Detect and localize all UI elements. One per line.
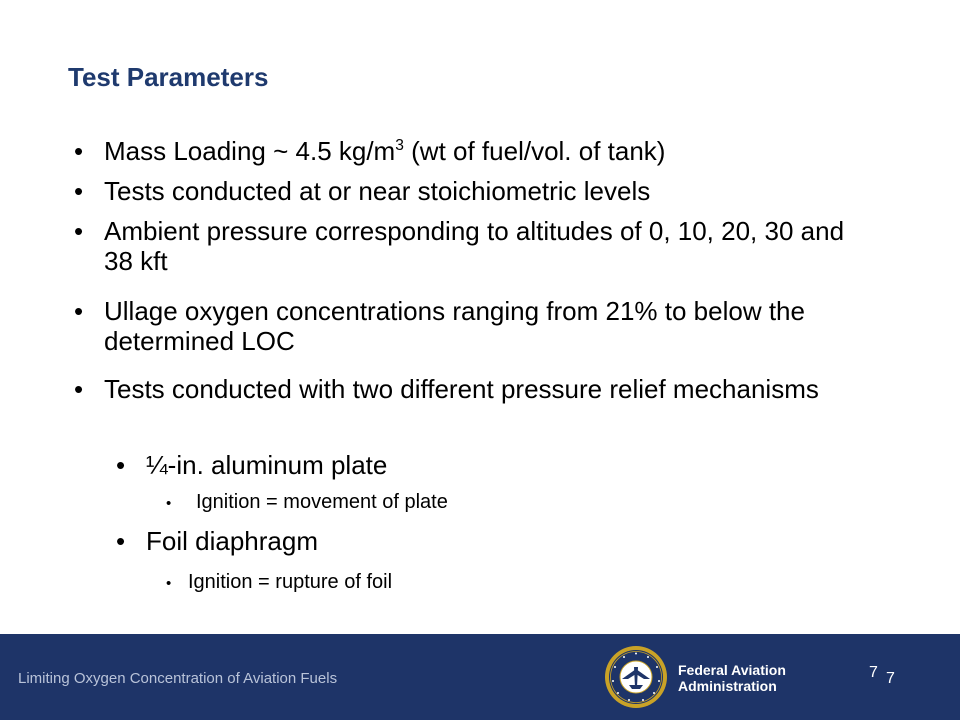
page-number-secondary: 7	[886, 670, 895, 687]
bullet-dot: •	[74, 216, 84, 246]
faa-seal-icon	[604, 645, 668, 709]
superscript: 3	[395, 136, 404, 154]
bullet-text: Tests conducted at or near stoichiometric levels	[104, 176, 651, 206]
agency-name	[678, 662, 786, 694]
bullet-dot: •	[116, 450, 126, 480]
bullet-text: Tests conducted with two different pressure relief mechanisms	[104, 374, 819, 404]
bullet-dot: •	[116, 526, 126, 556]
detail-text: Ignition = rupture of foil	[188, 571, 393, 593]
page-number: 7	[869, 664, 878, 681]
bullet-text: Ullage oxygen concentrations ranging from 21% to below the determined LOC	[104, 296, 805, 356]
presentation-title: Limiting Oxygen Concentration of Aviation Fuels	[18, 670, 338, 687]
agency-line-2: Administration	[678, 678, 777, 694]
bullet-dot: •	[74, 296, 84, 326]
agency-line-1: Federal Aviation	[678, 662, 786, 678]
bullet-text: Mass Loading ~ 4.5 $kg/m^3$ (wt of fuel/vol. of tank)	[104, 136, 666, 166]
detail-text: Ignition = movement of plate	[196, 491, 448, 513]
bullet-text: Ambient pressure corresponding to altitudes of 0, 10, 20, 30 and 38 kft	[104, 216, 845, 276]
sub-bullet-text: Foil diaphragm	[146, 526, 318, 556]
bullet-dot: •	[166, 495, 172, 512]
bullet-dot: •	[166, 575, 172, 592]
sub-bullet-text: ¼-in. aluminum plate	[146, 450, 388, 480]
bullet-dot: •	[74, 176, 84, 206]
footer-bar	[0, 634, 960, 720]
bullet-dot: •	[74, 374, 84, 404]
bullet-dot: •	[74, 136, 84, 166]
slide-title: Test Parameters	[68, 62, 269, 92]
